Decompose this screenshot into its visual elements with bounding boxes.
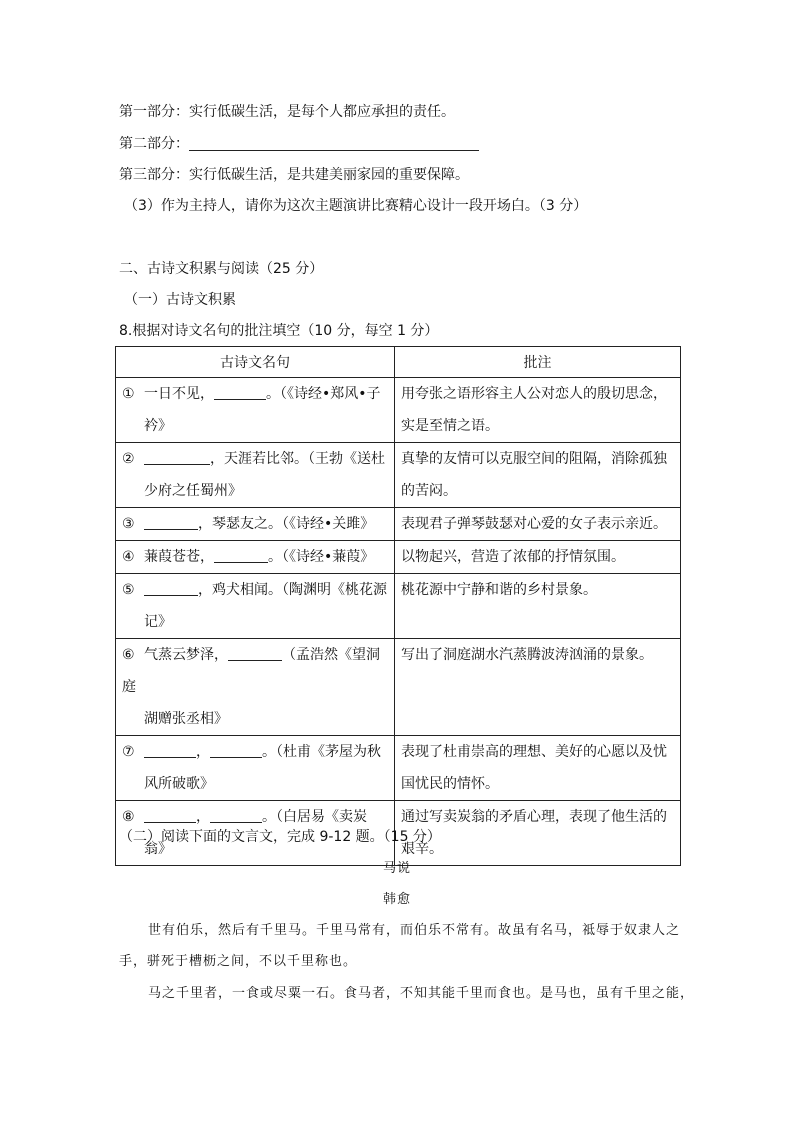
poem-text: ， — [196, 809, 210, 825]
row-number: ⑥ — [122, 647, 135, 663]
section2-title: 二、古诗文积累与阅读（25 分） — [119, 261, 324, 277]
answer-blank[interactable] — [210, 807, 262, 823]
annotation-text: 通过写卖炭翁的矛盾心理，表现了他生活的 — [401, 809, 667, 825]
passage-line: 手，骈死于槽枥之间，不以千里称也。 — [119, 954, 358, 969]
answer-blank[interactable] — [210, 742, 262, 758]
section2-sub1: （一）古诗文积累 — [124, 292, 236, 308]
row-number: ④ — [122, 549, 135, 565]
poem-text-continued: 翁》 — [144, 841, 172, 857]
row-number: ② — [122, 451, 135, 467]
header-annotation: 批注 — [395, 347, 681, 378]
poem-text-continued: 湖赠张丞相》 — [144, 711, 228, 727]
poem-table — [115, 346, 681, 866]
annotation-cell — [395, 541, 681, 574]
poem-cell — [116, 541, 395, 574]
passage-line: 世有伯乐，然后有千里马。千里马常有，而伯乐不常有。故虽有名马，祗辱于奴隶人之 — [148, 923, 681, 938]
table-row — [116, 639, 681, 736]
part3-line: 第三部分：实行低碳生活，是共建美丽家园的重要保障。 — [119, 167, 469, 183]
poem-cell — [116, 639, 395, 736]
annotation-text: 表现君子弹琴鼓瑟对心爱的女子表示亲近。 — [401, 516, 667, 532]
row-number: ⑧ — [122, 809, 135, 825]
passage-author: 韩愈 — [382, 892, 411, 907]
poem-text-continued: 衿》 — [144, 418, 172, 434]
table-row — [116, 508, 681, 541]
annotation-cell — [395, 574, 681, 639]
answer-blank[interactable] — [228, 645, 282, 661]
annotation-cell — [395, 508, 681, 541]
annotation-text: 艰辛。 — [401, 841, 443, 857]
annotation-cell — [395, 378, 681, 443]
answer-blank[interactable] — [144, 514, 198, 530]
poem-cell — [116, 508, 395, 541]
annotation-text: 实是至情之语。 — [401, 418, 499, 434]
poem-text: 。（《诗经•郑风•子 — [266, 386, 381, 402]
annotation-text: 表现了杜甫崇高的理想、美好的心愿以及忧 — [401, 744, 667, 760]
header-poem-line: 古诗文名句 — [116, 347, 395, 378]
poem-cell — [116, 574, 395, 639]
answer-blank[interactable] — [144, 807, 196, 823]
table-header-row — [116, 347, 681, 378]
annotation-cell — [395, 443, 681, 508]
answer-blank[interactable] — [214, 547, 268, 563]
answer-blank[interactable] — [144, 742, 196, 758]
annotation-cell — [395, 736, 681, 801]
table-row — [116, 378, 681, 443]
table-row — [116, 574, 681, 639]
annotation-text: 写出了洞庭湖水汽蒸腾波涛汹涌的景象。 — [401, 647, 653, 663]
table-row — [116, 541, 681, 574]
answer-blank[interactable] — [144, 580, 198, 596]
poem-cell — [116, 736, 395, 801]
poem-text: 一日不见， — [144, 386, 214, 402]
annotation-text: 以物起兴，营造了浓郁的抒情氛围。 — [401, 549, 625, 565]
question-3: （3）作为主持人，请你为这次主题演讲比赛精心设计一段开场白。（3 分） — [124, 198, 588, 214]
table-row — [116, 443, 681, 508]
part2-line — [119, 135, 479, 153]
annotation-text: 桃花源中宁静和谐的乡村景象。 — [401, 582, 597, 598]
poem-text: ，琴瑟友之。（《诗经•关雎》 — [198, 516, 375, 532]
row-number: ⑤ — [122, 582, 135, 598]
part2-label: 第二部分： — [119, 136, 189, 152]
row-number: ③ — [122, 516, 135, 532]
annotation-text: 用夸张之语形容主人公对恋人的殷切思念， — [401, 386, 667, 402]
row-number: ① — [122, 386, 135, 402]
poem-text: 气蒸云梦泽， — [144, 647, 228, 663]
poem-text: ，天涯若比邻。（王勃《送杜 — [210, 451, 385, 467]
poem-text: 蒹葭苍苍， — [144, 549, 214, 565]
poem-text: （孟浩然《望洞庭 — [122, 647, 380, 695]
poem-text: 。（杜甫《茅屋为秋 — [262, 744, 381, 760]
poem-text: ， — [196, 744, 210, 760]
annotation-text: 国忧民的情怀。 — [401, 776, 499, 792]
poem-text: 。（白居易《卖炭 — [262, 809, 367, 825]
annotation-text: 真挚的友情可以克服空间的阻隔，消除孤独 — [401, 451, 667, 467]
passage-line: 马之千里者，一食或尽粟一石。食马者，不知其能千里而食也。是马也，虽有千里之能， — [148, 986, 695, 1001]
poem-text: 。（《诗经•蒹葭》 — [268, 549, 375, 565]
row-number: ⑦ — [122, 744, 135, 760]
question-8: 8.根据对诗文名句的批注填空（10 分，每空 1 分） — [119, 323, 439, 339]
annotation-text: 的苦闷。 — [401, 483, 457, 499]
poem-text: ，鸡犬相闻。（陶渊明《桃花源 — [198, 582, 387, 598]
poem-text-continued: 记》 — [144, 614, 172, 630]
poem-text-continued: 少府之任蜀州》 — [144, 483, 242, 499]
reading-intro: （二）阅读下面的文言文，完成 9-12 题。（15 分） — [119, 829, 441, 845]
poem-cell — [116, 443, 395, 508]
part2-answer-blank[interactable] — [189, 136, 479, 151]
annotation-cell — [395, 639, 681, 736]
poem-text-continued: 风所破歌》 — [144, 776, 214, 792]
answer-blank[interactable] — [144, 449, 210, 465]
part1-line: 第一部分：实行低碳生活，是每个人都应承担的责任。 — [119, 104, 455, 120]
table-row — [116, 736, 681, 801]
poem-cell — [116, 378, 395, 443]
passage-title: 马说 — [382, 861, 411, 876]
answer-blank[interactable] — [214, 384, 266, 400]
